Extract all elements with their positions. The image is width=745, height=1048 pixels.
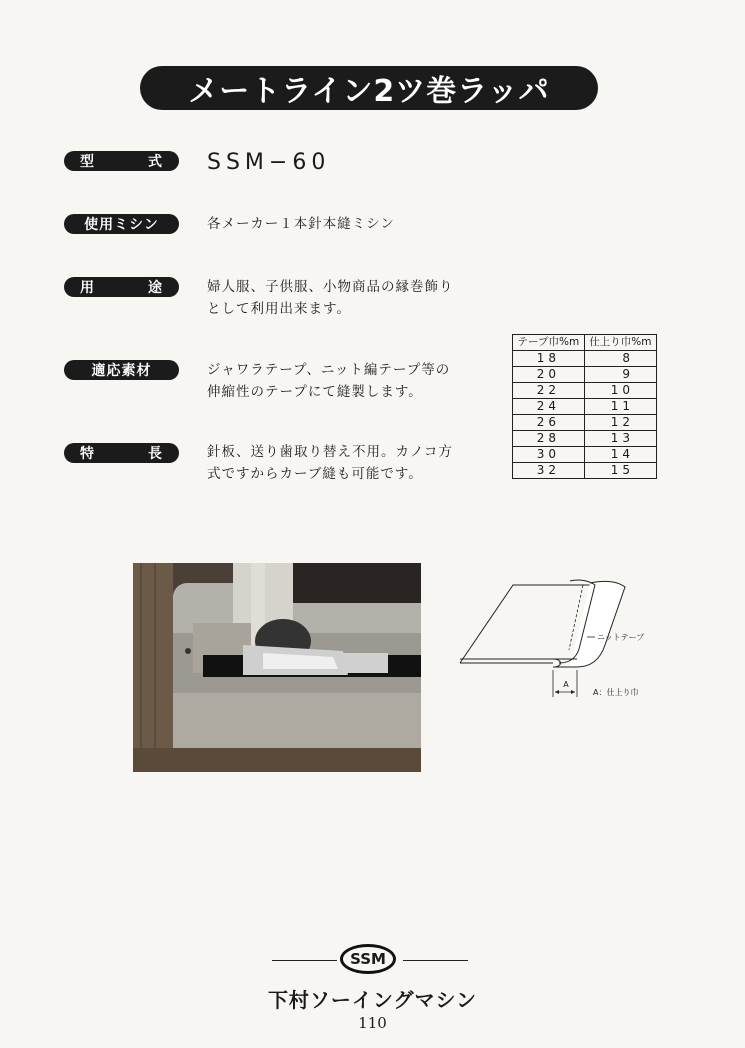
label-usage — [64, 277, 179, 297]
material-line-1: ジャワラテープ、ニット編テープ等の — [207, 362, 451, 378]
table-row — [513, 463, 657, 479]
tape-width-cell: 30 — [513, 447, 585, 463]
ssm-logo: SSM — [340, 944, 396, 974]
label-usage-a: 用 — [80, 280, 95, 296]
label-feature-a: 特 — [80, 446, 95, 462]
tape-width-cell: 28 — [513, 431, 585, 447]
tape-width-cell: 22 — [513, 383, 585, 399]
label-usage-b: 途 — [148, 280, 163, 296]
material-value — [207, 359, 450, 403]
table-header-finish: 仕上り巾%m — [584, 335, 656, 351]
finish-width-cell: 12 — [584, 415, 656, 431]
label-feature — [64, 443, 179, 463]
tape-width-cell: 26 — [513, 415, 585, 431]
finish-width-cell: 14 — [584, 447, 656, 463]
feature-value — [207, 441, 453, 485]
label-feature-b: 長 — [148, 446, 163, 462]
usage-value — [207, 276, 454, 320]
tape-width-cell: 24 — [513, 399, 585, 415]
tape-width-cell: 18 — [513, 351, 585, 367]
tape-width-cell: 32 — [513, 463, 585, 479]
binder-photo — [133, 563, 421, 772]
label-model — [64, 151, 179, 171]
footer-rule-left — [272, 960, 337, 961]
table-row — [513, 383, 657, 399]
a-mark: A — [563, 680, 569, 689]
model-value: SSM−60 — [207, 150, 331, 175]
table-header-tape: テープ巾%m — [513, 335, 585, 351]
footer-rule-right — [403, 960, 468, 961]
finish-width-cell: 9 — [584, 367, 656, 383]
a-caption: A：仕上り巾 — [593, 688, 639, 697]
table-row — [513, 351, 657, 367]
tape-width-cell: 20 — [513, 367, 585, 383]
finish-width-cell: 10 — [584, 383, 656, 399]
feature-line-2: 式ですからカーブ縫も可能です。 — [207, 466, 423, 482]
usage-line-1: 婦人服、子供服、小物商品の縁巻飾り — [207, 279, 454, 295]
finish-width-cell: 8 — [584, 351, 656, 367]
finish-width-cell: 13 — [584, 431, 656, 447]
material-line-2: 伸縮性のテープにて縫製します。 — [207, 384, 423, 400]
table-row — [513, 431, 657, 447]
label-material: 適応素材 — [64, 360, 179, 380]
label-model-b: 式 — [148, 154, 163, 170]
machine-value: 各メーカー１本針本縫ミシン — [207, 216, 395, 232]
feature-line-1: 針板、送り歯取り替え不用。カノコ方 — [207, 444, 453, 460]
finish-width-cell: 11 — [584, 399, 656, 415]
page-number: 110 — [358, 1014, 387, 1032]
usage-line-2: として利用出来ます。 — [207, 301, 351, 317]
tape-label: ニットテープ — [597, 633, 645, 642]
table-row — [513, 415, 657, 431]
width-spec-table — [512, 334, 657, 479]
table-row — [513, 367, 657, 383]
binder-photo-image — [133, 563, 421, 772]
company-name: 下村ソーイングマシン — [267, 988, 478, 1012]
binding-diagram-svg — [455, 575, 675, 705]
page-title: メートライン2ツ巻ラッパ — [140, 66, 598, 110]
label-machine: 使用ミシン — [64, 214, 179, 234]
table-row — [513, 399, 657, 415]
table-row — [513, 447, 657, 463]
finish-width-cell: 15 — [584, 463, 656, 479]
label-model-a: 型 — [80, 154, 95, 170]
binding-diagram — [455, 575, 675, 705]
